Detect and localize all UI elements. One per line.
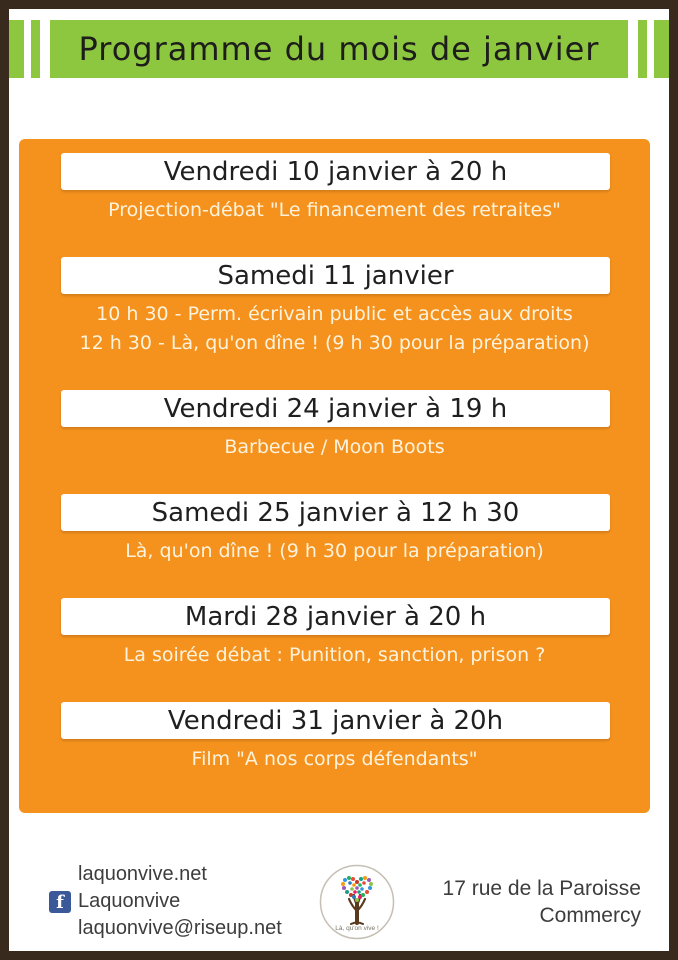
header-gap (24, 20, 31, 78)
event-date: Mardi 28 janvier à 20 h (184, 601, 487, 632)
event-2 (19, 257, 650, 358)
event-6 (19, 702, 650, 774)
header-gap (647, 20, 654, 78)
footer (9, 861, 669, 942)
event-date: Samedi 25 janvier à 12 h 30 (151, 497, 520, 528)
header-green-tick-left (31, 20, 40, 78)
event-date-bar (61, 390, 610, 427)
event-date-bar (61, 598, 610, 635)
event-date-bar (61, 257, 610, 294)
address-street: 17 rue de la Paroisse (442, 876, 641, 900)
event-detail: Barbecue / Moon Boots (224, 436, 445, 458)
event-detail: Projection-débat "Le financement des retraites" (108, 199, 561, 221)
event-date: Samedi 11 janvier (217, 260, 454, 291)
event-1 (19, 153, 650, 225)
contact-block (49, 861, 282, 942)
header-green-block-right (654, 20, 669, 78)
website-line (49, 861, 282, 888)
event-date-bar (61, 702, 610, 739)
event-detail: 12 h 30 - Là, qu'on dîne ! (9 h 30 pour la préparation) (79, 332, 590, 354)
page-title: Programme du mois de janvier (78, 30, 600, 68)
program-panel (19, 139, 650, 813)
facebook-line (49, 888, 282, 915)
event-detail: La soirée débat : Punition, sanction, prison ? (123, 644, 546, 666)
event-5 (19, 598, 650, 670)
event-date: Vendredi 31 janvier à 20h (167, 705, 504, 736)
header-gap (40, 20, 50, 78)
website-text: laquonvive.net (78, 863, 207, 885)
address-city: Commercy (539, 903, 641, 927)
event-detail: Là, qu'on dîne ! (9 h 30 pour la préparation) (125, 540, 544, 562)
event-3 (19, 390, 650, 462)
icon-spacer (49, 864, 71, 886)
event-date-bar (61, 153, 610, 190)
header-green-block-left (9, 20, 24, 78)
event-date: Vendredi 24 janvier à 19 h (163, 393, 508, 424)
laquonvive-logo (319, 864, 395, 940)
title-bar (50, 20, 628, 78)
address (443, 875, 641, 929)
facebook-name: Laquonvive (78, 890, 181, 912)
icon-spacer (49, 918, 71, 940)
event-4 (19, 494, 650, 566)
event-date-bar (61, 494, 610, 531)
event-detail: Film "A nos corps défendants" (191, 748, 478, 770)
header-gap (628, 20, 638, 78)
facebook-icon: f (49, 891, 71, 913)
logo-caption: Là, qu'on vive ! (335, 924, 379, 932)
email-text: laquonvive@riseup.net (78, 917, 282, 939)
header-green-tick-right (638, 20, 647, 78)
event-detail: 10 h 30 - Perm. écrivain public et accès aux droits (96, 303, 573, 325)
email-line (49, 915, 282, 942)
event-date: Vendredi 10 janvier à 20 h (163, 156, 508, 187)
header-banner (9, 20, 669, 78)
tree-logo-icon (319, 864, 395, 940)
